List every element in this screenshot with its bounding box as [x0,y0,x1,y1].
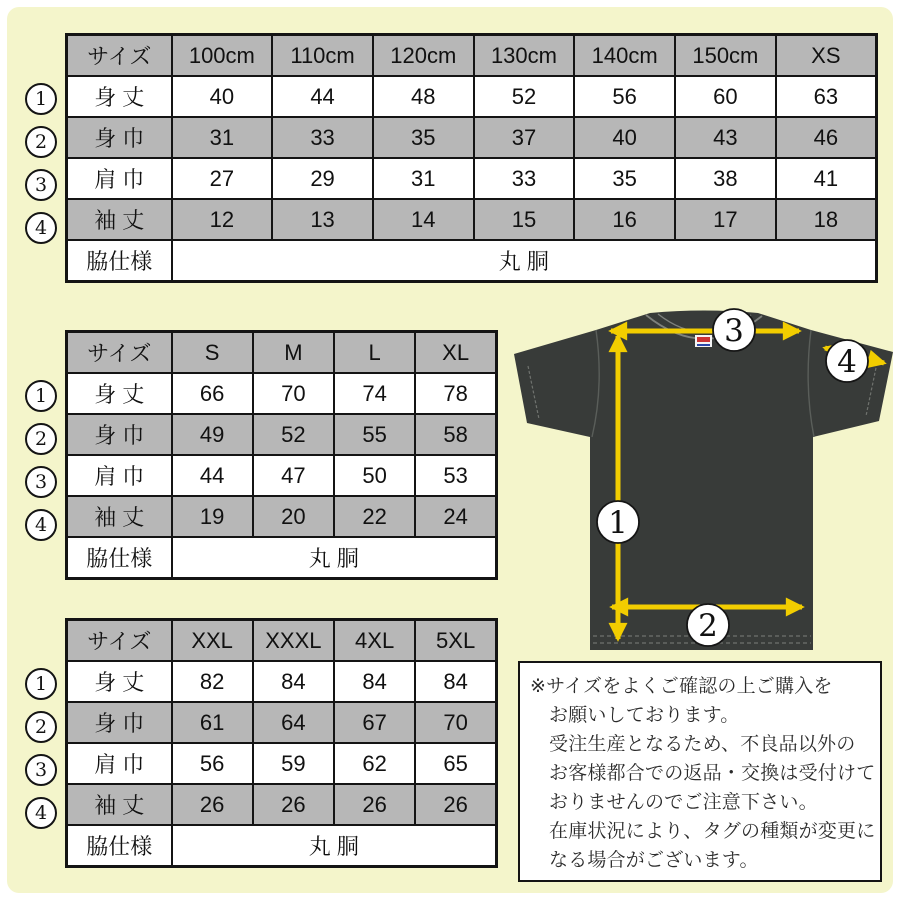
gutter-cell [20,163,62,206]
measure-row [67,158,877,199]
row-label: 身 丈 [67,661,172,702]
row-label: 肩 巾 [67,158,172,199]
value-cell: 44 [272,76,373,117]
badge-4-number: 4 [837,344,857,380]
value-cell: 33 [272,117,373,158]
value-cell: 22 [334,496,415,537]
row-label: 袖 丈 [67,496,172,537]
row-label: 脇仕様 [67,825,172,867]
footer-row [67,240,877,282]
value-cell: 56 [574,76,675,117]
row-label: 肩 巾 [67,743,172,784]
footer-row [67,825,497,867]
gutter-cell [20,460,62,503]
row-number-badge: 4 [25,797,57,829]
note-line: 受注生産となるため、不良品以外の [549,734,856,755]
note-line: なる場合がございます。 [549,850,759,871]
row-number-gutter-plus [20,618,62,834]
tshirt-diagram [508,306,898,658]
header-row [67,620,497,662]
header-row [67,332,497,374]
tshirt-svg [508,306,898,658]
row-label: 身 巾 [67,117,172,158]
row-label: 脇仕様 [67,240,172,282]
value-cell: 82 [172,661,253,702]
value-cell: 63 [776,76,877,117]
value-cell: 19 [172,496,253,537]
measure-row [67,373,497,414]
note-line: おりませんのでご注意下さい。 [549,792,818,813]
row-number-badge: 3 [25,466,57,498]
value-cell: 17 [675,199,776,240]
row-number-badge: 2 [25,711,57,743]
value-cell: 60 [675,76,776,117]
value-cell: 33 [474,158,575,199]
value-cell: 46 [776,117,877,158]
gutter-cell [20,206,62,249]
footer-value: 丸 胴 [172,240,877,282]
value-cell: 24 [415,496,496,537]
column-header: 150cm [675,35,776,77]
row-number-badge: 1 [25,668,57,700]
measure-row [67,455,497,496]
row-number-badge: 4 [25,509,57,541]
value-cell: 18 [776,199,877,240]
value-cell: 65 [415,743,496,784]
value-cell: 64 [253,702,334,743]
row-number-badge: 4 [25,212,57,244]
value-cell: 16 [574,199,675,240]
size-chart-kids [65,33,878,283]
column-header: 4XL [334,620,415,662]
measure-row [67,784,497,825]
measure-row [67,199,877,240]
value-cell: 41 [776,158,877,199]
column-header: 110cm [272,35,373,77]
value-cell: 35 [574,158,675,199]
value-cell: 70 [415,702,496,743]
value-cell: 67 [334,702,415,743]
value-cell: 27 [172,158,273,199]
value-cell: 13 [272,199,373,240]
column-header: 140cm [574,35,675,77]
row-label: 肩 巾 [67,455,172,496]
column-header: L [334,332,415,374]
measure-row [67,414,497,455]
column-header: 130cm [474,35,575,77]
value-cell: 31 [373,158,474,199]
badge-3-number: 3 [724,313,744,349]
brand-tag [695,335,712,347]
row-number-gutter-kids [20,33,62,249]
value-cell: 31 [172,117,273,158]
row-label: 身 丈 [67,76,172,117]
note-line: 在庫状況により、タグの種類が変更に [549,821,876,842]
measure-row [67,702,497,743]
footer-value: 丸 胴 [172,537,497,579]
column-header: 100cm [172,35,273,77]
value-cell: 29 [272,158,373,199]
row-number-badge: 1 [25,380,57,412]
gutter-cell [20,503,62,546]
column-header: XXXL [253,620,334,662]
note-line: ※サイズをよくご確認の上ご購入を [530,676,833,697]
row-number-badge: 3 [25,754,57,786]
column-header: XS [776,35,877,77]
value-cell: 20 [253,496,334,537]
value-cell: 14 [373,199,474,240]
column-header: サイズ [67,620,172,662]
value-cell: 37 [474,117,575,158]
value-cell: 12 [172,199,273,240]
measure-badge-3 [713,309,755,351]
value-cell: 26 [253,784,334,825]
value-cell: 15 [474,199,575,240]
measure-row [67,743,497,784]
value-cell: 66 [172,373,253,414]
value-cell: 53 [415,455,496,496]
value-cell: 40 [574,117,675,158]
note-line: お願いしております。 [549,705,740,726]
column-header: S [172,332,253,374]
column-header: サイズ [67,332,172,374]
gutter-cell [20,417,62,460]
gutter-cell [20,374,62,417]
column-header: 5XL [415,620,496,662]
footer-row [67,537,497,579]
value-cell: 56 [172,743,253,784]
size-chart-plus [65,618,498,868]
row-label: 身 巾 [67,702,172,743]
value-cell: 84 [253,661,334,702]
gutter-cell [20,662,62,705]
header-row [67,35,877,77]
value-cell: 52 [253,414,334,455]
value-cell: 62 [334,743,415,784]
measure-row [67,496,497,537]
value-cell: 59 [253,743,334,784]
row-number-badge: 2 [25,423,57,455]
value-cell: 47 [253,455,334,496]
value-cell: 35 [373,117,474,158]
value-cell: 50 [334,455,415,496]
value-cell: 74 [334,373,415,414]
value-cell: 49 [172,414,253,455]
column-header: サイズ [67,35,172,77]
row-number-badge: 3 [25,169,57,201]
gutter-cell [20,77,62,120]
gutter-cell [20,791,62,834]
row-number-badge: 1 [25,83,57,115]
value-cell: 26 [172,784,253,825]
note-line: お客様都合での返品・交換は受付けて [549,763,876,784]
gutter-cell [20,120,62,163]
measure-row [67,661,497,702]
row-label: 身 丈 [67,373,172,414]
column-header: XXL [172,620,253,662]
value-cell: 26 [415,784,496,825]
row-label: 脇仕様 [67,537,172,579]
column-header: M [253,332,334,374]
value-cell: 55 [334,414,415,455]
value-cell: 48 [373,76,474,117]
value-cell: 61 [172,702,253,743]
value-cell: 44 [172,455,253,496]
size-chart-adult [65,330,498,580]
value-cell: 58 [415,414,496,455]
gutter-cell [20,748,62,791]
value-cell: 40 [172,76,273,117]
measure-row [67,76,877,117]
value-cell: 84 [415,661,496,702]
measure-badge-2 [687,604,729,646]
purchase-note [518,661,882,882]
column-header: 120cm [373,35,474,77]
value-cell: 26 [334,784,415,825]
value-cell: 52 [474,76,575,117]
column-header: XL [415,332,496,374]
row-number-gutter-adult [20,330,62,546]
row-label: 身 巾 [67,414,172,455]
footer-value: 丸 胴 [172,825,497,867]
badge-1-number: 1 [608,505,628,541]
row-label: 袖 丈 [67,784,172,825]
measure-badge-1 [597,501,639,543]
value-cell: 43 [675,117,776,158]
value-cell: 38 [675,158,776,199]
measure-badge-4 [826,340,868,382]
value-cell: 70 [253,373,334,414]
badge-2-number: 2 [698,608,718,644]
value-cell: 84 [334,661,415,702]
gutter-cell [20,705,62,748]
value-cell: 78 [415,373,496,414]
row-label: 袖 丈 [67,199,172,240]
measure-row [67,117,877,158]
row-number-badge: 2 [25,126,57,158]
